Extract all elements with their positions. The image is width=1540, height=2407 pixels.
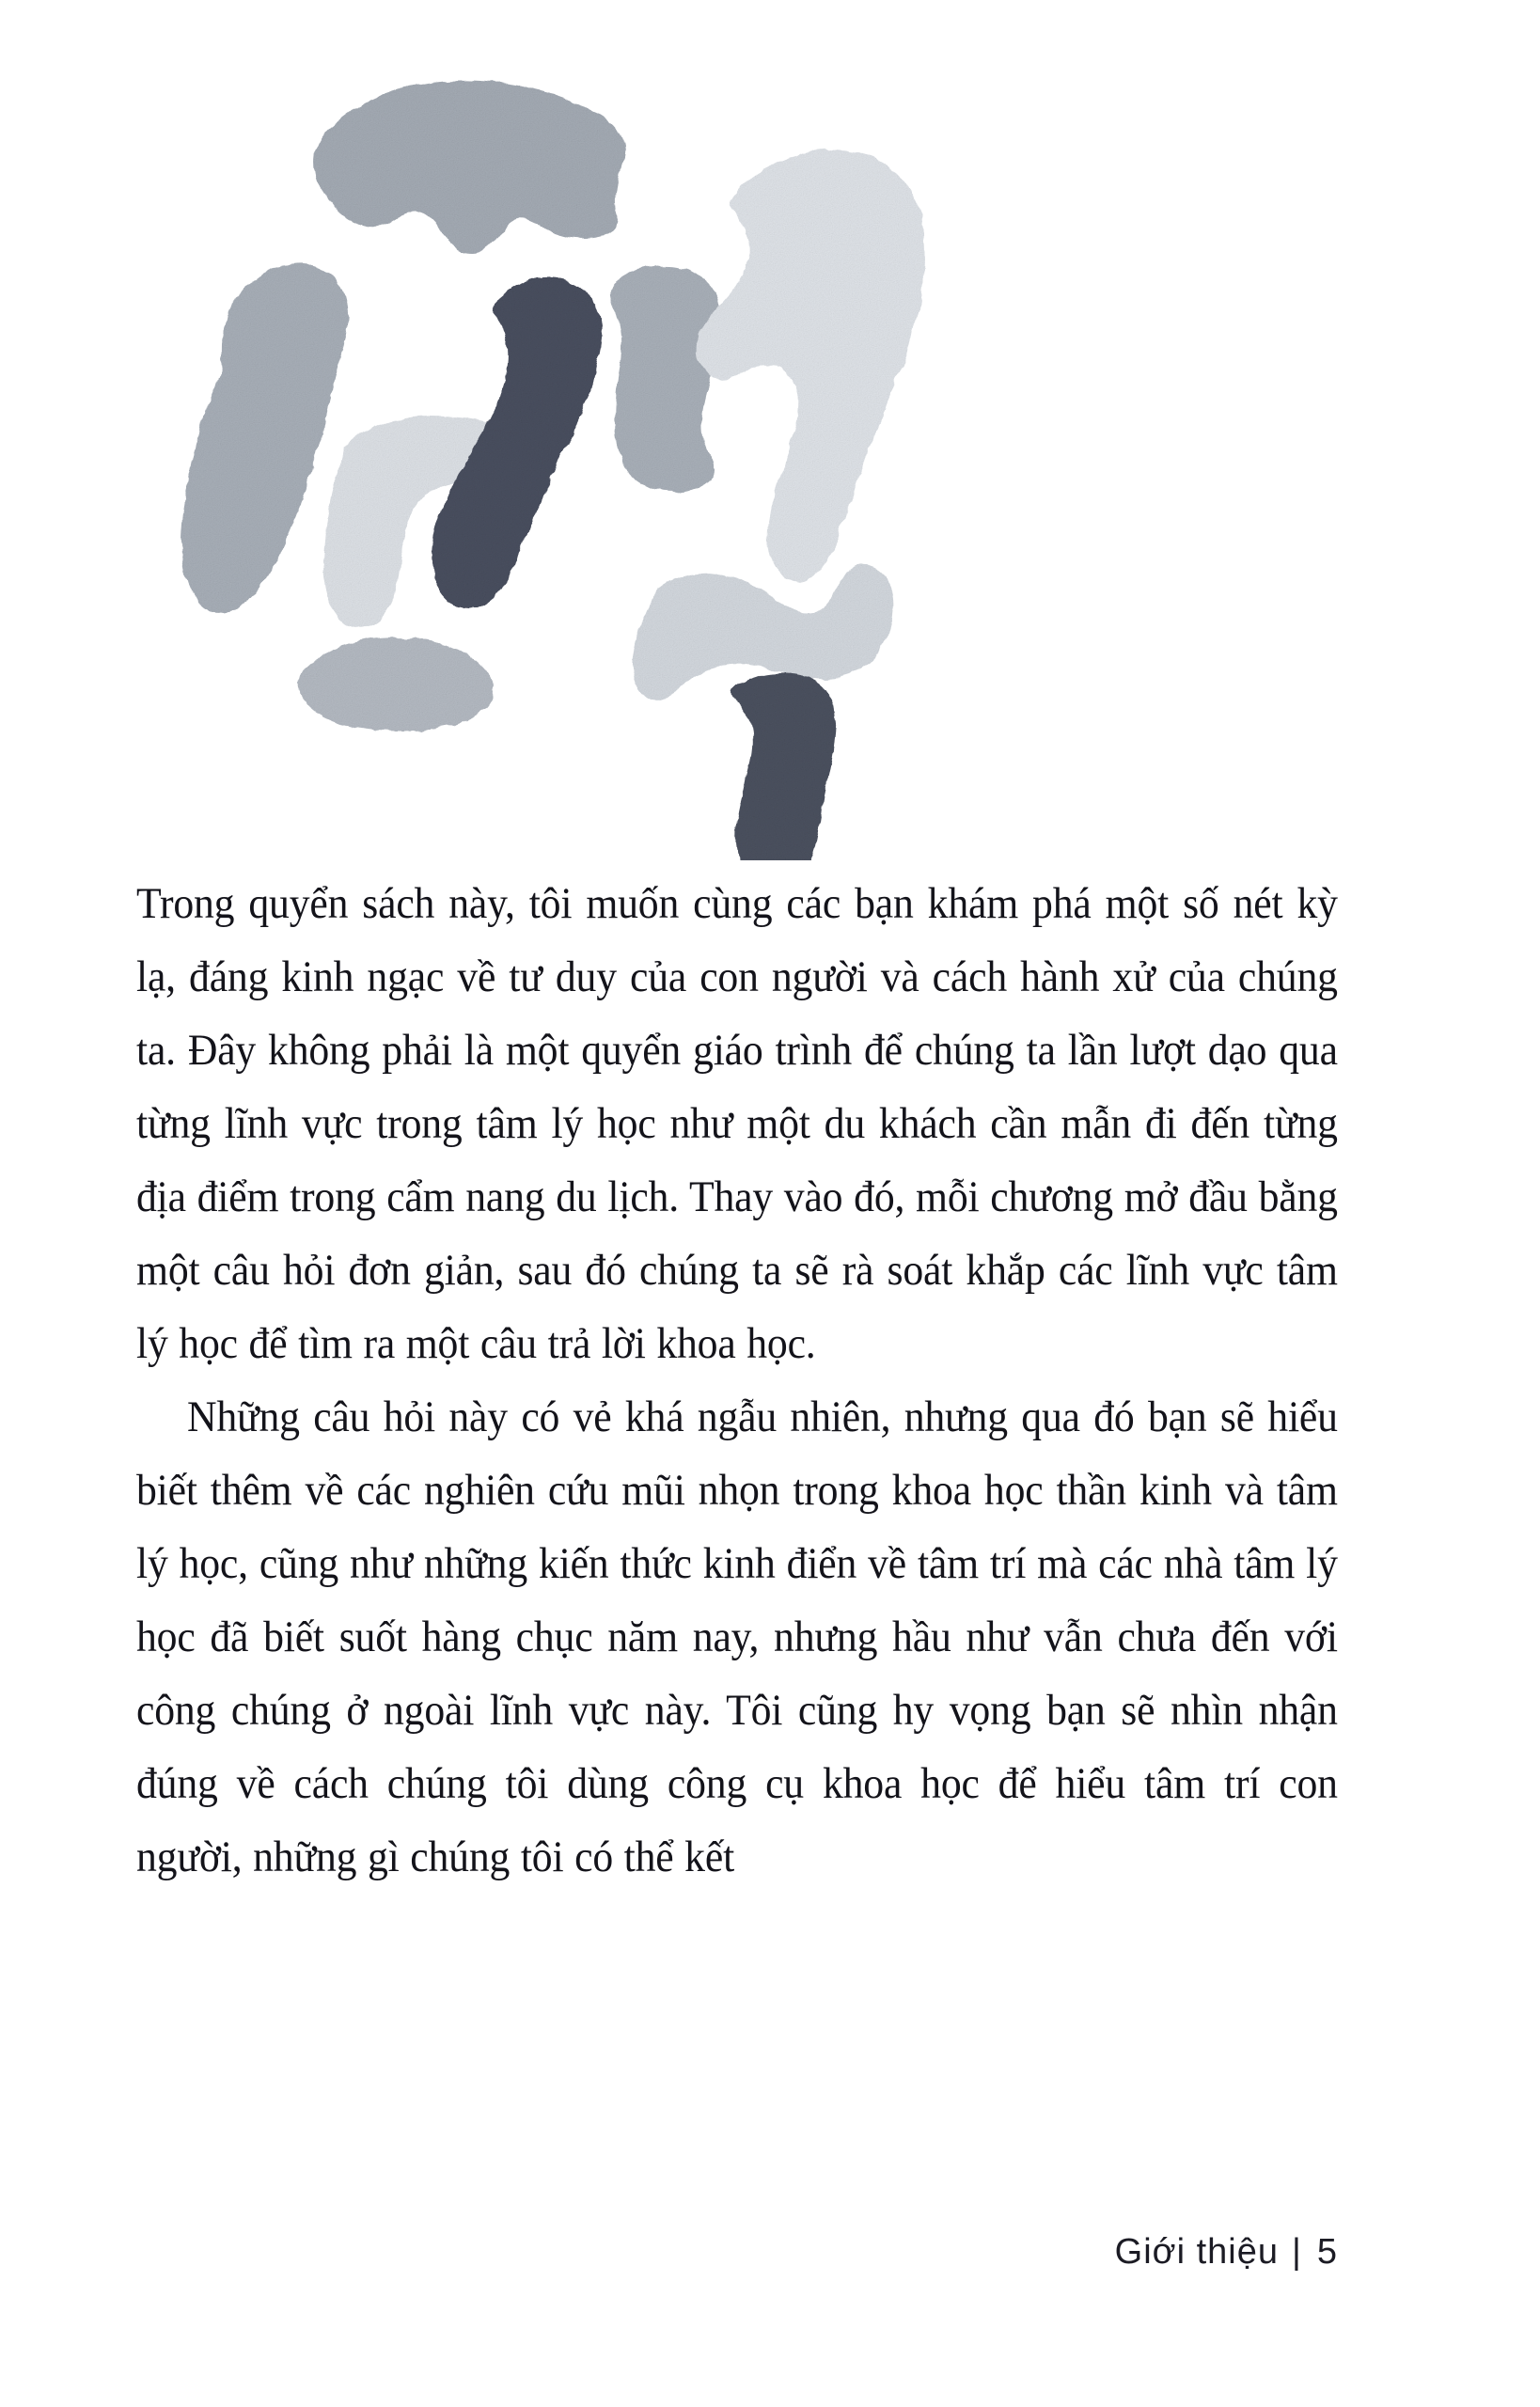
paragraph-2: Những câu hỏi này có vẻ khá ngẫu nhiên, nhưng qua đó bạn sẽ hiểu biết thêm về các nghiên cứu mũi nhọn trong khoa học thần kinh và tâm lý học, cũng như những kiến thức kinh điển về tâm trí mà các nhà tâm lý học đã biết suốt hàng chục năm nay, nhưng hầu như vẫn chưa đến với công chúng ở ngoài lĩnh vực này. Tôi cũng hy vọng bạn sẽ nhìn nhận đúng về cách chúng tôi dùng công cụ khoa học để hiểu tâm trí con người, những gì chúng tôi có thể kết <box>136 1392 1338 1881</box>
paragraph-1: Trong quyển sách này, tôi muốn cùng các bạn khám phá một số nét kỳ lạ, đáng kinh ngạc về tư duy của con người và cách hành xử của chúng ta. Đây không phải là một quyển giáo trình để chúng ta lần lượt dạo qua từng lĩnh vực trong tâm lý học như một du khách cần mẫn đi đến từng địa điểm trong cẩm nang du lịch. Thay vào đó, mỗi chương mở đầu bằng một câu hỏi đơn giản, sau đó chúng ta sẽ rà soát khắp các lĩnh vực tâm lý học để tìm ra một câu trả lời khoa học. <box>136 879 1338 1368</box>
brain-collage-illustration <box>132 52 978 860</box>
collage-piece-frontal-upper-left <box>315 80 625 253</box>
collage-piece-occipital-pale-right <box>696 149 925 582</box>
collage-piece-lower-left-oval <box>299 637 494 731</box>
footer-section-label: Giới thiệu <box>1114 2232 1279 2272</box>
page-body-text <box>136 867 1338 1894</box>
page-footer <box>136 2228 1338 2275</box>
footer-separator: | <box>1291 2232 1302 2272</box>
footer-page-number: 5 <box>1316 2232 1338 2272</box>
collage-piece-brainstem-dark <box>732 672 835 860</box>
collage-piece-central-mid <box>609 265 720 492</box>
